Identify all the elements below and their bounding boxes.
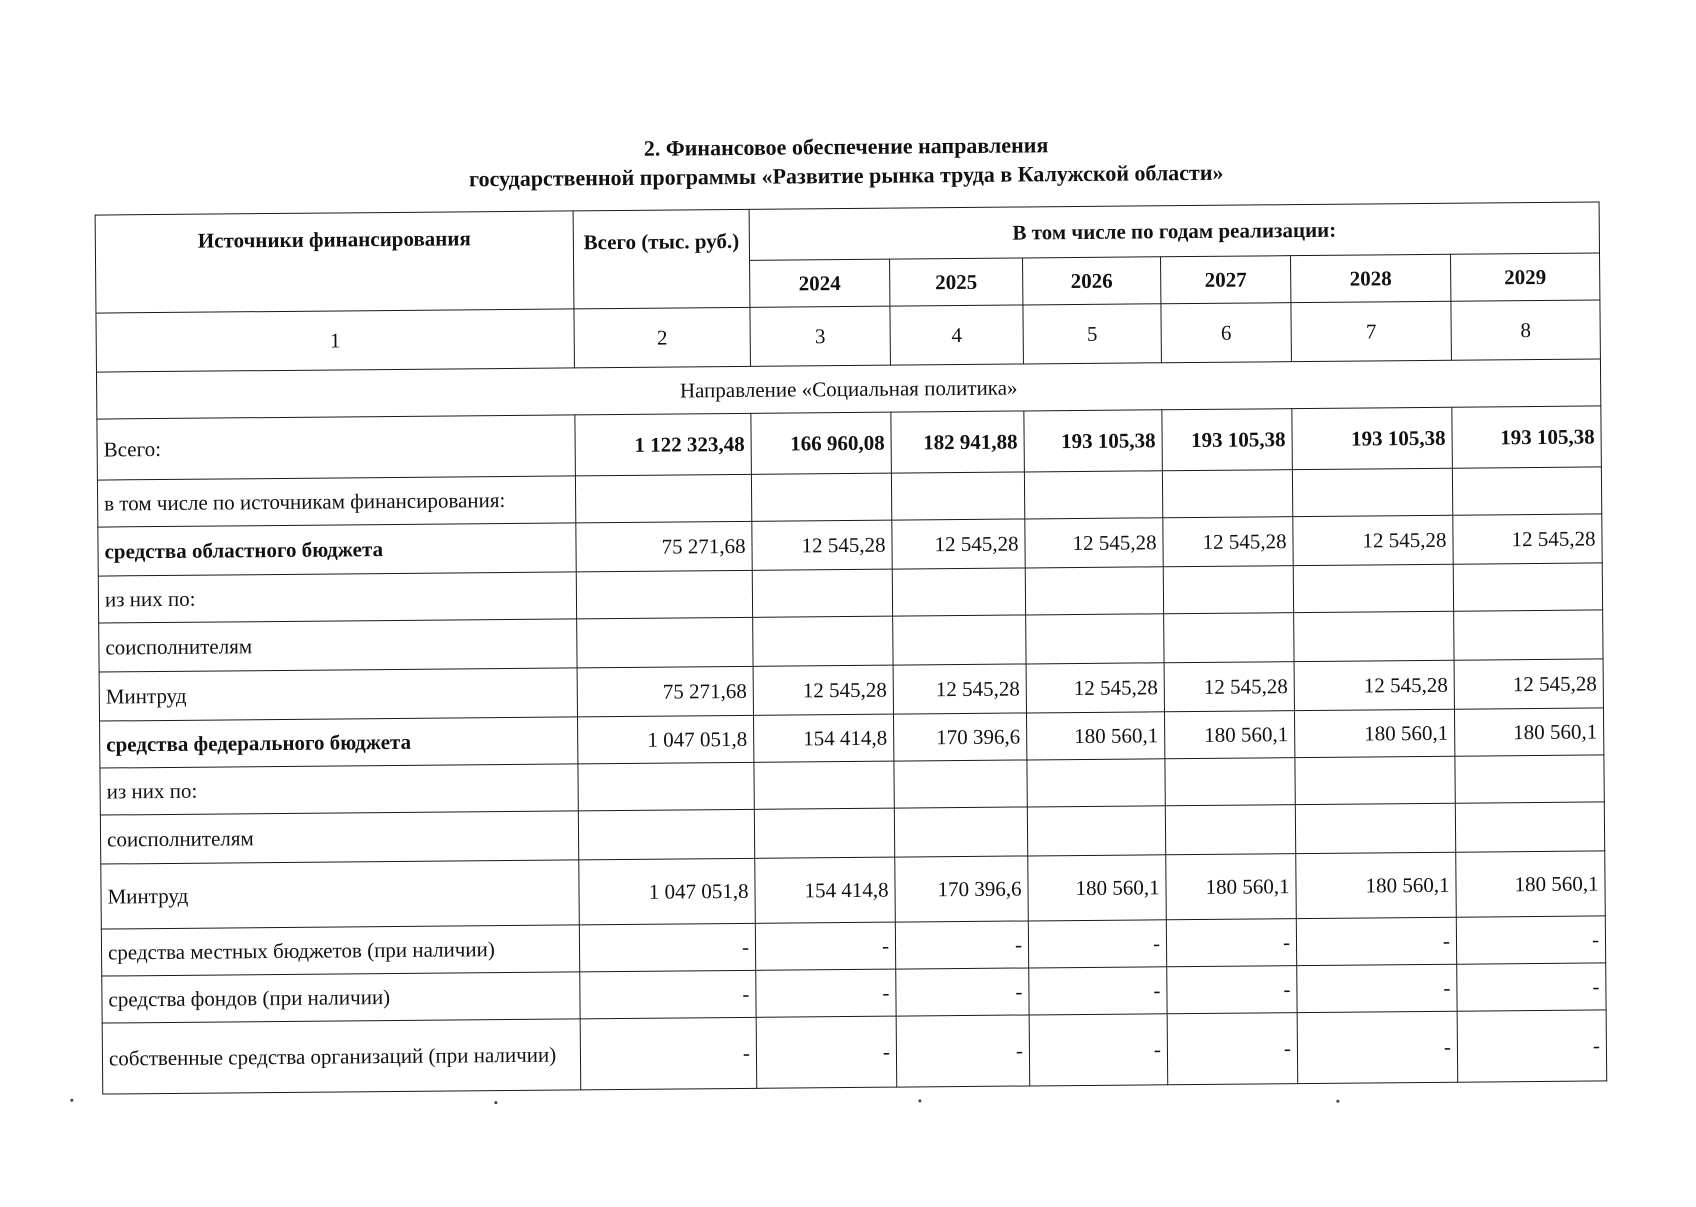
column-number: 6: [1161, 303, 1292, 363]
table-cell: -: [1457, 1010, 1607, 1082]
table-cell: [753, 616, 893, 666]
table-row: [102, 1010, 1607, 1094]
table-cell: -: [579, 923, 755, 972]
table-cell: [1455, 755, 1604, 803]
header-year: 2028: [1291, 254, 1451, 302]
table-cell: -: [756, 969, 896, 1017]
table-cell: 154 414,8: [755, 857, 896, 923]
row-label: средства местных бюджетов (при наличии): [101, 925, 579, 976]
table-cell: 12 545,28: [893, 664, 1026, 714]
table-cell: 75 271,68: [576, 521, 752, 572]
table-cell: [1454, 610, 1603, 660]
table-cell: 170 396,6: [893, 713, 1026, 761]
table-cell: [575, 474, 751, 523]
table-cell: 75 271,68: [577, 666, 753, 717]
table-cell: [894, 760, 1027, 808]
table-cell: [1295, 756, 1455, 804]
table-cell: [1024, 471, 1162, 519]
table-cell: 180 560,1: [1028, 855, 1167, 921]
scan-speck: [918, 1099, 921, 1102]
table-cell: 193 105,38: [1024, 410, 1163, 472]
table-cell: 193 105,38: [1292, 407, 1453, 469]
table-cell: 12 545,28: [753, 665, 893, 715]
table-cell: 180 560,1: [1026, 712, 1164, 760]
table-cell: -: [896, 1015, 1030, 1087]
table-cell: -: [896, 968, 1029, 1016]
table-cell: -: [1029, 1014, 1168, 1086]
title-line-1: 2. Финансовое обеспечение направления: [643, 132, 1049, 161]
header-year: 2024: [750, 259, 890, 307]
header-by-years: В том числе по годам реализации:: [749, 202, 1599, 260]
table-cell: [1293, 564, 1453, 612]
table-cell: -: [1167, 1013, 1298, 1085]
table-cell: [1164, 613, 1294, 663]
table-cell: 180 560,1: [1454, 708, 1603, 756]
table-cell: 12 545,28: [1026, 663, 1164, 713]
table-cell: 180 560,1: [1164, 711, 1294, 759]
row-label: соисполнителям: [100, 811, 578, 864]
table-cell: [1027, 759, 1165, 807]
table-cell: -: [755, 922, 895, 970]
table-cell: 1 122 323,48: [575, 413, 752, 476]
table-cell: 12 545,28: [1293, 515, 1453, 565]
table-cell: [1165, 805, 1295, 855]
row-label: соисполнителям: [99, 619, 577, 672]
table-cell: [1455, 802, 1604, 852]
table-cell: [1165, 758, 1295, 806]
table-cell: [754, 761, 894, 809]
table-cell: -: [580, 1017, 757, 1090]
scan-speck: [1336, 1100, 1339, 1103]
column-number: 2: [574, 307, 751, 368]
table-cell: [576, 570, 752, 619]
column-number: 5: [1023, 304, 1162, 364]
column-number: 1: [96, 309, 574, 372]
table-cell: [1292, 468, 1452, 516]
row-label: средства фондов (при наличии): [102, 972, 580, 1023]
table-cell: [1026, 614, 1164, 664]
table-cell: 193 105,38: [1162, 409, 1293, 471]
row-label: Всего:: [97, 415, 576, 480]
row-label: средства областного бюджета: [98, 523, 576, 576]
header-sources: Источники финансирования: [95, 211, 574, 313]
table-cell: [578, 762, 754, 811]
table-cell: 1 047 051,8: [579, 858, 756, 925]
table-cell: -: [1457, 963, 1606, 1011]
row-label: Минтруд: [99, 668, 577, 721]
table-cell: 12 545,28: [1453, 514, 1602, 564]
financing-table: [95, 201, 1608, 1094]
table-cell: [577, 617, 753, 668]
table-cell: 154 414,8: [754, 714, 894, 762]
table-cell: [754, 808, 894, 858]
table-cell: 166 960,08: [751, 412, 892, 474]
table-cell: 12 545,28: [1454, 659, 1603, 709]
table-cell: 180 560,1: [1296, 852, 1457, 918]
table-cell: [1452, 467, 1601, 515]
table-cell: -: [1166, 919, 1296, 967]
table-cell: [893, 615, 1026, 665]
section-title: Направление «Социальная политика»: [96, 359, 1600, 419]
header-year: 2025: [890, 258, 1023, 306]
table-cell: -: [1167, 966, 1297, 1014]
table-cell: [891, 472, 1024, 520]
table-cell: [1294, 611, 1454, 661]
table-cell: 12 545,28: [1164, 662, 1294, 712]
column-number: 8: [1451, 300, 1601, 360]
table-cell: 12 545,28: [752, 520, 892, 570]
table-cell: -: [1297, 1011, 1458, 1083]
table-cell: -: [580, 970, 756, 1019]
table-cell: -: [1029, 967, 1167, 1015]
row-label: средства федерального бюджета: [100, 717, 578, 768]
scan-speck: [70, 1099, 73, 1102]
table-cell: 12 545,28: [1025, 518, 1163, 568]
table-cell: -: [895, 921, 1028, 969]
scan-speck: [494, 1101, 497, 1104]
table-cell: -: [1296, 917, 1456, 965]
column-number: 7: [1291, 301, 1452, 361]
table-cell: [892, 568, 1025, 616]
table-cell: 12 545,28: [1163, 517, 1293, 567]
table-cell: [1025, 567, 1163, 615]
document-title: [296, 127, 1396, 195]
table-cell: [1027, 806, 1165, 856]
header-year: 2026: [1023, 257, 1161, 305]
column-number: 3: [750, 306, 891, 366]
table-cell: [751, 473, 891, 521]
table-cell: 12 545,28: [1294, 660, 1454, 710]
table-cell: 170 396,6: [895, 856, 1029, 922]
table-cell: -: [756, 1016, 897, 1088]
row-label: в том числе по источникам финансирования:: [97, 476, 575, 527]
row-label: из них по:: [98, 572, 576, 623]
table-cell: [894, 807, 1027, 857]
table-cell: [752, 569, 892, 617]
table-cell: 180 560,1: [1294, 709, 1454, 757]
table-cell: 182 941,88: [891, 411, 1025, 473]
table-cell: [1163, 566, 1293, 614]
table-cell: 1 047 051,8: [578, 715, 754, 764]
table-cell: -: [1028, 920, 1166, 968]
table-cell: -: [1297, 964, 1457, 1012]
table-cell: [578, 809, 754, 860]
row-label: Минтруд: [101, 860, 580, 929]
table-cell: [1453, 563, 1602, 611]
table-cell: 193 105,38: [1452, 406, 1602, 468]
table-cell: [1295, 803, 1455, 853]
title-line-2: государственной программы «Развитие рынка труда в Калужской области»: [468, 159, 1224, 192]
table-cell: 12 545,28: [892, 519, 1025, 569]
table-cell: -: [1456, 916, 1605, 964]
table-cell: 180 560,1: [1456, 851, 1606, 917]
table-cell: 180 560,1: [1166, 854, 1297, 920]
header-year: 2029: [1451, 253, 1600, 301]
column-number: 4: [890, 305, 1024, 365]
row-label: из них по:: [100, 764, 578, 815]
row-label: собственные средства организаций (при наличии): [102, 1019, 581, 1094]
table-cell: [1162, 470, 1292, 518]
header-total: Всего (тыс. руб.): [573, 209, 750, 309]
header-year: 2027: [1161, 256, 1291, 304]
